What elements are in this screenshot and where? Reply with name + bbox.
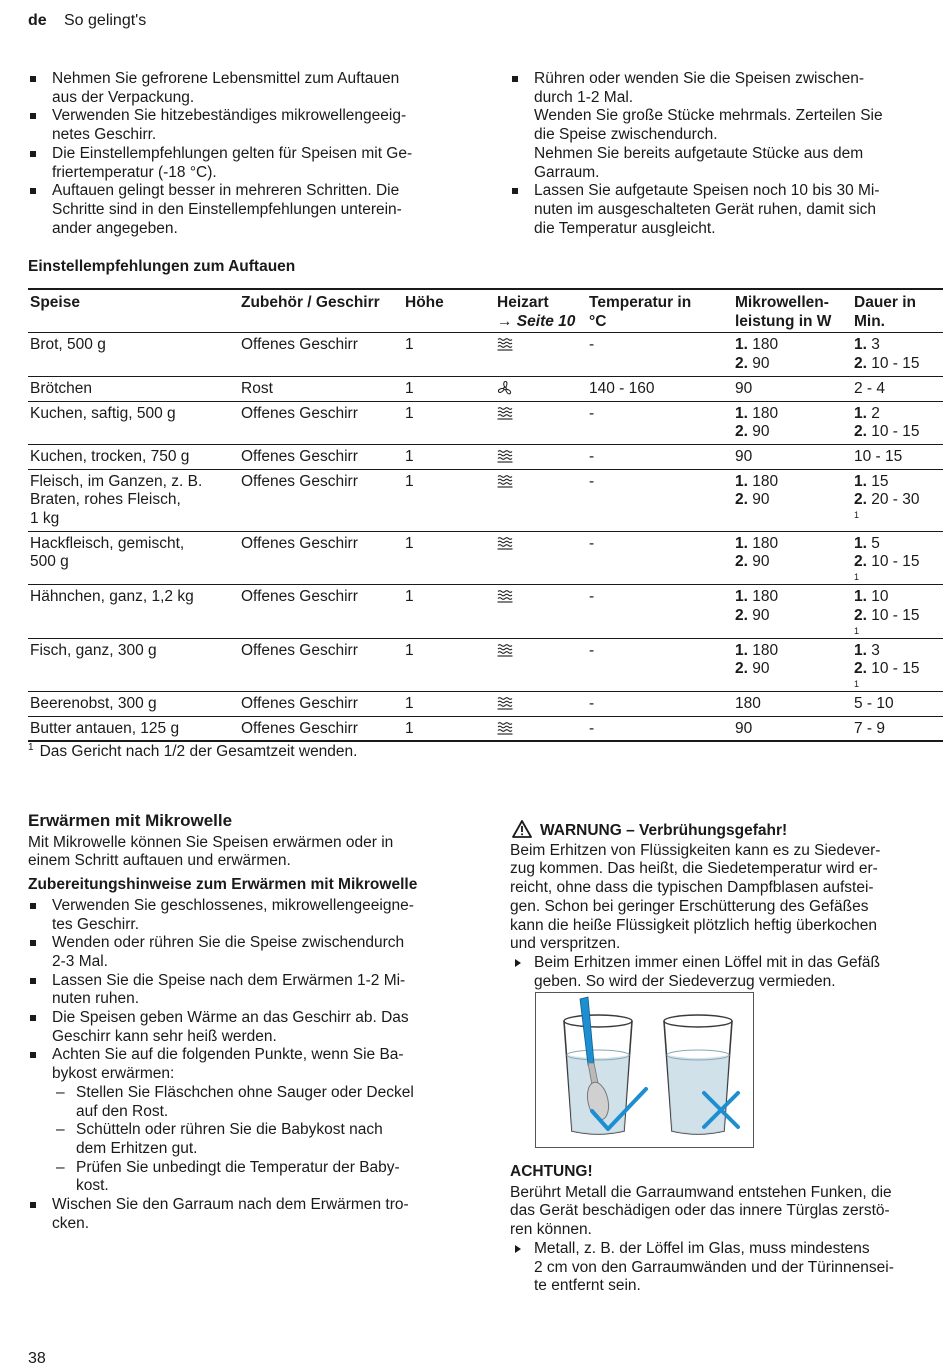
step-value: 3 — [871, 336, 880, 354]
cell-dauer — [852, 585, 943, 638]
text-line: Schritte sind in den Einstellempfehlungen unterein- — [52, 200, 402, 218]
step-number: 2. — [735, 355, 748, 373]
table-row — [28, 531, 943, 584]
text-line: Kuchen, saftig, 500 g — [30, 404, 176, 422]
step-number: 1. — [735, 588, 748, 606]
glass-spoon-illustration — [535, 992, 754, 1148]
microwave-icon — [497, 643, 513, 657]
text-line: Garraum. — [534, 163, 600, 181]
microwave-icon — [497, 589, 513, 603]
microwave-icon — [497, 536, 513, 550]
table-row — [28, 333, 943, 376]
step-value: 10 - 15 — [871, 355, 920, 373]
text-line: dem Erhitzen gut. — [76, 1139, 198, 1157]
text-line: – Prüfen Sie unbedingt die Temperatur der Baby- — [76, 1158, 400, 1176]
cell-mikrowellenleistung — [733, 444, 852, 469]
col-heizart: Heizart → Seite 10 — [495, 289, 587, 333]
step-number: 2. — [854, 553, 867, 571]
step-number: 2. — [854, 491, 867, 509]
cell-heizart — [495, 469, 587, 531]
cell-dauer — [852, 444, 943, 469]
cell-zubehoer: Offenes Geschirr — [239, 531, 403, 584]
text-line: Beim Erhitzen von Flüssigkeiten kann es zu Siedever- — [510, 841, 881, 859]
cell-speise — [28, 531, 239, 584]
cell-line — [854, 553, 941, 572]
cell-heizart — [495, 444, 587, 469]
attention-action — [510, 1240, 942, 1296]
step-value: 180 — [752, 472, 779, 490]
cell-dauer — [852, 691, 943, 716]
step-value: 90 — [752, 355, 770, 373]
cell-speise — [28, 716, 239, 741]
cell-speise — [28, 469, 239, 531]
text-line: gen. Schon bei geringer Erschütterung des Gefäßes — [510, 897, 869, 915]
text-line: Geschirr kann sehr heiß werden. — [52, 1027, 277, 1045]
text-line: Beim Erhitzen immer einen Löffel mit in das Gefäß — [534, 953, 881, 971]
text-line: Braten, rohes Fleisch, — [30, 491, 181, 509]
text-line: Verwenden Sie hitzebeständiges mikrowellengeeig- — [52, 107, 407, 125]
step-number: 1. — [854, 336, 867, 354]
footnote-ref: 1 — [854, 510, 860, 521]
cell-temperatur: - — [587, 691, 733, 716]
cell-line — [854, 660, 941, 679]
text-line: 2 cm von den Garraumwänden und der Türinnensei- — [534, 1258, 894, 1276]
cell-heizart — [495, 691, 587, 716]
cell-line — [735, 448, 850, 467]
step-value: 10 — [871, 588, 889, 606]
table-row — [28, 691, 943, 716]
step-value: 180 — [752, 534, 779, 552]
cell-hoehe: 1 — [403, 444, 495, 469]
cell-zubehoer: Offenes Geschirr — [239, 401, 403, 444]
col-dauer: Dauer in Min. — [852, 289, 943, 333]
sub-list-item — [52, 1084, 468, 1121]
text-line: ander angegeben. — [52, 219, 178, 237]
glass-without-spoon-icon — [664, 1015, 732, 1134]
cell-mikrowellenleistung — [733, 469, 852, 531]
defrost-recommendation-table — [28, 288, 943, 742]
cell-line — [854, 380, 941, 399]
cell-temperatur: - — [587, 716, 733, 741]
cell-line — [854, 695, 941, 714]
text-line: Metall, z. B. der Löffel im Glas, muss mindestens — [534, 1239, 870, 1257]
text-line: aus der Verpackung. — [52, 88, 195, 106]
table-row — [28, 716, 943, 741]
table-title: Einstellempfehlungen zum Auftauen — [28, 258, 296, 275]
cell-zubehoer: Offenes Geschirr — [239, 585, 403, 638]
text-line: Hähnchen, ganz, 1,2 kg — [30, 588, 194, 606]
cell-line — [735, 588, 850, 607]
cell-dauer — [852, 376, 943, 401]
cell-temperatur: - — [587, 444, 733, 469]
cell-temperatur: - — [587, 585, 733, 638]
fan-icon — [497, 380, 513, 396]
cell-mikrowellenleistung — [733, 401, 852, 444]
cell-heizart — [495, 401, 587, 444]
step-number: 2. — [854, 355, 867, 373]
preparation-notes-list — [28, 897, 468, 1234]
warm-section — [28, 812, 468, 1233]
cell-mikrowellenleistung — [733, 585, 852, 638]
text-line: cken. — [52, 1214, 90, 1232]
step-number: 1. — [735, 404, 748, 422]
cell-hoehe: 1 — [403, 691, 495, 716]
text-line: zug kommen. Das heißt, die Siedetemperatur wird er- — [510, 860, 878, 878]
step-number: 1. — [854, 641, 867, 659]
text-line: nuten im ausgeschalteten Gerät ruhen, damit sich — [534, 200, 877, 218]
text-line: Berührt Metall die Garraumwand entstehen Funken, die — [510, 1183, 892, 1201]
warning-text — [510, 842, 942, 954]
cell-heizart — [495, 531, 587, 584]
cell-line — [735, 491, 850, 510]
text-line: das Gerät beschädigen oder das innere Türglas zerstö- — [510, 1202, 890, 1220]
step-value: 10 - 15 — [871, 423, 920, 441]
step-number: 2. — [735, 553, 748, 571]
text-line: Die Speisen geben Wärme an das Geschirr ab. Das — [52, 1009, 409, 1027]
text-line: reicht, ohne dass die typischen Dampfblasen aufstei- — [510, 879, 874, 897]
page-header-title: So gelingt's — [64, 12, 147, 29]
step-value: 90 — [752, 491, 770, 509]
cell-heizart — [495, 376, 587, 401]
text-line: Wischen Sie den Garraum nach dem Erwärmen tro- — [52, 1196, 409, 1214]
step-number: 2. — [735, 660, 748, 678]
attention-title: ACHTUNG! — [510, 1163, 593, 1180]
text-line: die Speise zwischendurch. — [534, 126, 718, 144]
text-line: bykost erwärmen: — [52, 1065, 175, 1083]
cell-zubehoer: Offenes Geschirr — [239, 691, 403, 716]
col-speise: Speise — [28, 289, 239, 333]
page-reference-link[interactable]: → Seite 10 — [497, 312, 576, 330]
step-value: 20 - 30 — [871, 491, 920, 509]
text-line: Fleisch, im Ganzen, z. B. — [30, 472, 203, 490]
cell-heizart — [495, 638, 587, 691]
text-line: tes Geschirr. — [52, 915, 139, 933]
cell-hoehe: 1 — [403, 401, 495, 444]
step-value: 180 — [752, 336, 779, 354]
cell-line — [735, 660, 850, 679]
cell-dauer — [852, 531, 943, 584]
table-row — [28, 585, 943, 638]
list-item — [28, 1196, 468, 1233]
cell-line — [854, 405, 941, 424]
warning-triangle-icon — [512, 820, 532, 838]
step-value: 5 - 10 — [854, 694, 894, 712]
cell-line — [735, 642, 850, 661]
cell-dauer — [852, 401, 943, 444]
cell-mikrowellenleistung — [733, 376, 852, 401]
cell-hoehe: 1 — [403, 716, 495, 741]
cell-line — [735, 720, 850, 739]
cell-zubehoer: Offenes Geschirr — [239, 444, 403, 469]
text-line: – Stellen Sie Fläschchen ohne Sauger oder Deckel — [76, 1083, 414, 1101]
warning-box — [510, 820, 942, 991]
warning-action — [510, 954, 942, 991]
table-row — [28, 444, 943, 469]
cell-temperatur: - — [587, 531, 733, 584]
microwave-icon — [497, 406, 513, 420]
step-value: 10 - 15 — [871, 606, 920, 624]
table-row — [28, 469, 943, 531]
col-hoehe: Höhe — [403, 289, 495, 333]
text-line: netes Geschirr. — [52, 126, 157, 144]
section-title: Erwärmen mit Mikrowelle — [28, 811, 233, 830]
text-line: Auftauen gelingt besser in mehreren Schritten. Die — [52, 182, 400, 200]
language-code: de — [28, 12, 47, 29]
cell-line — [735, 473, 850, 492]
step-number: 2. — [735, 606, 748, 624]
subsection-title: Zubereitungshinweise zum Erwärmen mit Mikrowelle — [28, 876, 418, 894]
list-item — [510, 70, 940, 182]
cell-zubehoer: Offenes Geschirr — [239, 333, 403, 376]
step-value: 90 — [735, 379, 753, 397]
cell-line — [854, 448, 941, 467]
cell-zubehoer: Offenes Geschirr — [239, 716, 403, 741]
step-value: 180 — [752, 641, 779, 659]
text-line: geben. So wird der Siedeverzug vermieden. — [534, 972, 836, 990]
cell-line — [735, 423, 850, 442]
text-line: durch 1-2 Mal. — [534, 88, 634, 106]
text-line: Lassen Sie aufgetaute Speisen noch 10 bis 30 Mi- — [534, 182, 880, 200]
cell-speise — [28, 444, 239, 469]
text-line: auf den Rost. — [76, 1102, 169, 1120]
cell-hoehe: 1 — [403, 585, 495, 638]
cell-zubehoer: Rost — [239, 376, 403, 401]
cell-line — [735, 405, 850, 424]
section-intro — [28, 834, 468, 871]
cell-speise — [28, 691, 239, 716]
cell-line — [735, 336, 850, 355]
step-number: 1. — [735, 336, 748, 354]
cell-mikrowellenleistung — [733, 691, 852, 716]
sub-list-item — [52, 1159, 468, 1196]
text-line: Lassen Sie die Speise nach dem Erwärmen 1-2 Mi- — [52, 971, 406, 989]
cell-line — [854, 607, 941, 626]
cell-hoehe: 1 — [403, 333, 495, 376]
microwave-icon — [497, 474, 513, 488]
text-line: Verwenden Sie geschlossenes, mikrowellengeeigne- — [52, 896, 414, 914]
text-line: friertemperatur (-18 °C). — [52, 163, 217, 181]
footnote-ref: 1 — [854, 625, 860, 636]
step-value: 2 — [871, 404, 880, 422]
text-line: 1 kg — [30, 510, 60, 528]
cell-dauer — [852, 716, 943, 741]
cell-line — [854, 423, 941, 442]
cell-line — [854, 642, 941, 661]
attention-action-list — [510, 1240, 942, 1296]
table-row — [28, 401, 943, 444]
text-line: kost. — [76, 1177, 109, 1195]
list-item — [28, 934, 468, 971]
text-line: 500 g — [30, 553, 69, 571]
intro-list-right — [510, 70, 940, 238]
text-line: Beerenobst, 300 g — [30, 694, 157, 712]
text-line: nuten ruhen. — [52, 990, 140, 1008]
text-line: ren können. — [510, 1221, 592, 1239]
footnote-ref: 1 — [854, 678, 860, 689]
step-value: 90 — [752, 660, 770, 678]
footnote-ref: 1 — [854, 572, 860, 583]
step-value: 90 — [752, 423, 770, 441]
table-row — [28, 376, 943, 401]
cell-hoehe: 1 — [403, 469, 495, 531]
intro-list-left — [28, 70, 468, 238]
cell-line — [735, 553, 850, 572]
step-number: 1. — [854, 534, 867, 552]
list-item — [28, 1046, 468, 1196]
step-value: 10 - 15 — [854, 447, 903, 465]
cell-line — [854, 535, 941, 554]
step-value: 180 — [735, 694, 761, 712]
table-row — [28, 638, 943, 691]
table-header-row — [28, 289, 943, 333]
list-item — [28, 897, 468, 934]
cell-mikrowellenleistung — [733, 716, 852, 741]
illustration-graphic — [536, 993, 753, 1147]
cell-line — [735, 535, 850, 554]
step-value: 7 - 9 — [854, 719, 886, 737]
cell-speise — [28, 333, 239, 376]
cell-speise — [28, 585, 239, 638]
cell-zubehoer: Offenes Geschirr — [239, 638, 403, 691]
cell-line — [854, 473, 941, 492]
text-line: Brötchen — [30, 379, 93, 397]
list-item — [28, 145, 468, 182]
step-value: 90 — [735, 447, 753, 465]
text-line: Nehmen Sie bereits aufgetaute Stücke aus dem — [534, 144, 864, 162]
step-number: 1. — [854, 472, 867, 490]
cell-zubehoer: Offenes Geschirr — [239, 469, 403, 531]
step-number: 2. — [735, 491, 748, 509]
text-line: Die Einstellempfehlungen gelten für Speisen mit Ge- — [52, 144, 413, 162]
cell-heizart — [495, 716, 587, 741]
step-number: 1. — [854, 588, 867, 606]
microwave-icon — [497, 696, 513, 710]
col-mikrowellenleistung: Mikrowellen- leistung in W — [733, 289, 852, 333]
cell-hoehe: 1 — [403, 638, 495, 691]
list-item — [28, 972, 468, 1009]
cell-temperatur: 140 - 160 — [587, 376, 733, 401]
cell-line — [854, 588, 941, 607]
cell-temperatur: - — [587, 638, 733, 691]
text-line: Achten Sie auf die folgenden Punkte, wenn Sie Ba- — [52, 1046, 404, 1064]
attention-text — [510, 1184, 942, 1240]
text-line: Nehmen Sie gefrorene Lebensmittel zum Auftauen — [52, 70, 400, 87]
cell-line — [854, 720, 941, 739]
cell-line — [854, 336, 941, 355]
text-line: 2-3 Mal. — [52, 952, 108, 970]
text-line: Butter antauen, 125 g — [30, 719, 180, 737]
text-line: Rühren oder wenden Sie die Speisen zwischen- — [534, 70, 865, 87]
step-value: 2 - 4 — [854, 379, 886, 397]
text-line: Mit Mikrowelle können Sie Speisen erwärmen oder in — [28, 833, 394, 851]
step-number: 2. — [854, 423, 867, 441]
cell-line — [735, 355, 850, 374]
step-number: 1. — [735, 472, 748, 490]
cell-line — [735, 380, 850, 399]
step-number: 1. — [735, 534, 748, 552]
sub-list-item — [52, 1121, 468, 1158]
warning-action-list — [510, 954, 942, 991]
list-item — [28, 107, 468, 144]
cell-dauer — [852, 638, 943, 691]
list-item — [510, 182, 940, 238]
step-number: 2. — [854, 606, 867, 624]
step-value: 180 — [752, 404, 779, 422]
text-line: Hackfleisch, gemischt, — [30, 534, 185, 552]
step-value: 10 - 15 — [871, 660, 920, 678]
text-line: die Temperatur ausgleicht. — [534, 219, 716, 237]
step-value: 180 — [752, 588, 779, 606]
cell-mikrowellenleistung — [733, 333, 852, 376]
col-zubehoer: Zubehör / Geschirr — [239, 289, 403, 333]
step-value: 90 — [735, 719, 753, 737]
step-value: 3 — [871, 641, 880, 659]
list-item — [28, 1009, 468, 1046]
cell-speise — [28, 638, 239, 691]
attention-box — [510, 1163, 942, 1296]
microwave-icon — [497, 721, 513, 735]
cell-line — [735, 695, 850, 714]
step-number: 1. — [854, 404, 867, 422]
step-value: 15 — [871, 472, 889, 490]
cell-hoehe: 1 — [403, 531, 495, 584]
cell-speise — [28, 401, 239, 444]
text-line: te entfernt sein. — [534, 1277, 641, 1295]
text-line: einem Schritt auftauen und erwärmen. — [28, 852, 291, 870]
cell-mikrowellenleistung — [733, 638, 852, 691]
text-line: – Schütteln oder rühren Sie die Babykost nach — [76, 1121, 383, 1139]
text-line: Fisch, ganz, 300 g — [30, 641, 157, 659]
cell-temperatur: - — [587, 469, 733, 531]
cell-heizart — [495, 585, 587, 638]
text-line: Kuchen, trocken, 750 g — [30, 447, 190, 465]
step-value: 90 — [752, 606, 770, 624]
list-item — [28, 70, 468, 107]
step-value: 5 — [871, 534, 880, 552]
cell-hoehe: 1 — [403, 376, 495, 401]
text-line: und verspritzen. — [510, 935, 621, 953]
page-number: 38 — [28, 1350, 46, 1367]
cell-line — [854, 491, 941, 510]
cell-dauer — [852, 333, 943, 376]
text-line: Wenden oder rühren Sie die Speise zwischendurch — [52, 934, 405, 952]
sub-list — [52, 1084, 468, 1196]
list-item — [28, 182, 468, 238]
cell-line — [735, 607, 850, 626]
table-footnote: $^1$ Das Gericht nach 1/2 der Gesamtzeit wenden. — [28, 742, 358, 761]
step-value: 10 - 15 — [871, 553, 920, 571]
text-line: Brot, 500 g — [30, 336, 106, 354]
step-number: 2. — [854, 660, 867, 678]
cell-speise — [28, 376, 239, 401]
cell-temperatur: - — [587, 333, 733, 376]
cell-dauer — [852, 469, 943, 531]
step-number: 1. — [735, 641, 748, 659]
cell-mikrowellenleistung — [733, 531, 852, 584]
microwave-icon — [497, 449, 513, 463]
cell-heizart — [495, 333, 587, 376]
microwave-icon — [497, 337, 513, 351]
step-number: 2. — [735, 423, 748, 441]
cell-line — [854, 355, 941, 374]
text-line: Wenden Sie große Stücke mehrmals. Zerteilen Sie — [534, 107, 883, 125]
text-line: kann die heiße Flüssigkeit plötzlich heftig überkochen — [510, 916, 878, 934]
cell-temperatur: - — [587, 401, 733, 444]
step-value: 90 — [752, 553, 770, 571]
warning-title: WARNUNG – Verbrühungsgefahr! — [540, 822, 788, 839]
col-temperatur: Temperatur in °C — [587, 289, 733, 333]
